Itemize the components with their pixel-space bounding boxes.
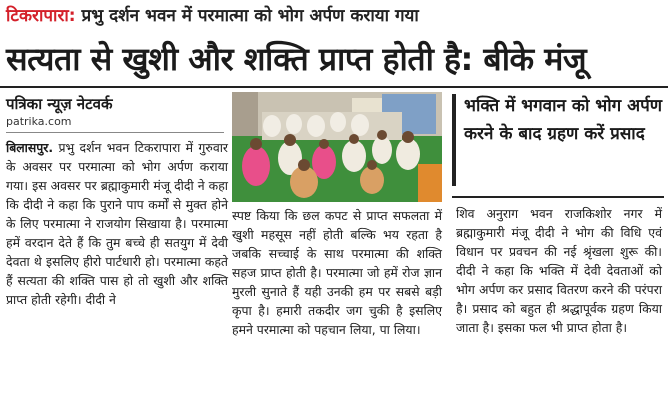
- sidebar-title: भक्ति में भगवान को भोग अर्पण करने के बाद ग्रहण करें प्रसाद: [464, 96, 663, 144]
- headline: सत्यता से खुशी और शक्ति प्राप्त होती है: बीके मंजू: [6, 40, 587, 78]
- event-photo: [232, 92, 442, 202]
- sidebar-rule: [452, 196, 664, 198]
- kicker-text: प्रभु दर्शन भवन में परमात्मा को भोग अर्पण कराया गया: [81, 6, 419, 26]
- headline-rule: [0, 86, 668, 88]
- sidebar-accent-bar: [452, 94, 456, 186]
- article-column-2: स्पष्ट किया कि छल कपट से प्राप्त सफलता में खुशी महसूस नहीं होती बल्कि भय रहता है जबकि सच्चाई के साथ परमात्मा की शक्ति सहज प्राप्त होती है। परमात्मा जो हमें रोज ज्ञान मुरली सुनाते हैं यही उनकी हम पर सबसे बड़ी कृपा है। हमारी तकदीर जग चुकी है इसलिए हमने परमात्मा को पहचान लिया, पा लिया।: [232, 208, 442, 337]
- kicker-place: टिकरापारा:: [6, 6, 76, 26]
- kicker-line: [6, 4, 662, 28]
- byline-source: पत्रिका न्यूज़ नेटवर्क: [6, 95, 113, 113]
- article-column-1: [6, 138, 228, 309]
- sidebar-body: शिव अनुराग भवन राजकिशोर नगर में ब्रह्माकुमारी मंजू दीदी ने भोग की विधि एवं विधान पर प्रवचन की नई श्रृंखला शुरू की। दीदी ने कहा कि भक्ति में देवी देवताओं को भोग अर्पण कर प्रसाद वितरण करने की परंपरा है। प्रसाद को बहुत ही श्रद्धापूर्वक ग्रहण किया जाता है। इसका फल भी प्राप्त होता है।: [456, 206, 662, 335]
- article-column-1-text: प्रभु दर्शन भवन टिकरापारा में गुरुवार के अवसर पर परमात्मा को भोग अर्पण कराया गया। इस अवसर पर ब्रह्माकुमारी मंजू दीदी ने कहा कि दीदी ने कहा कि पुराने पाप कर्मों से मुक्त होने के लिए परमात्मा ने राजयोग सिखाया है। परमात्मा हमें वरदान देते हैं कि तुम बच्चे ही सतयुग में देवी देवता थे इसलिए हीरो पार्टधारी हो। परमात्मा कहते हैं सत्यता की शक्ति पास हो तो खुशी और शक्ति प्राप्त होती रहेगी। दीदी ने: [6, 140, 228, 307]
- dateline: बिलासपुर.: [6, 140, 54, 155]
- byline: [6, 94, 226, 130]
- sidebar-box: [452, 92, 664, 194]
- byline-rule: [6, 132, 224, 133]
- event-photo-image: [232, 92, 442, 202]
- byline-site: patrika.com: [6, 115, 72, 128]
